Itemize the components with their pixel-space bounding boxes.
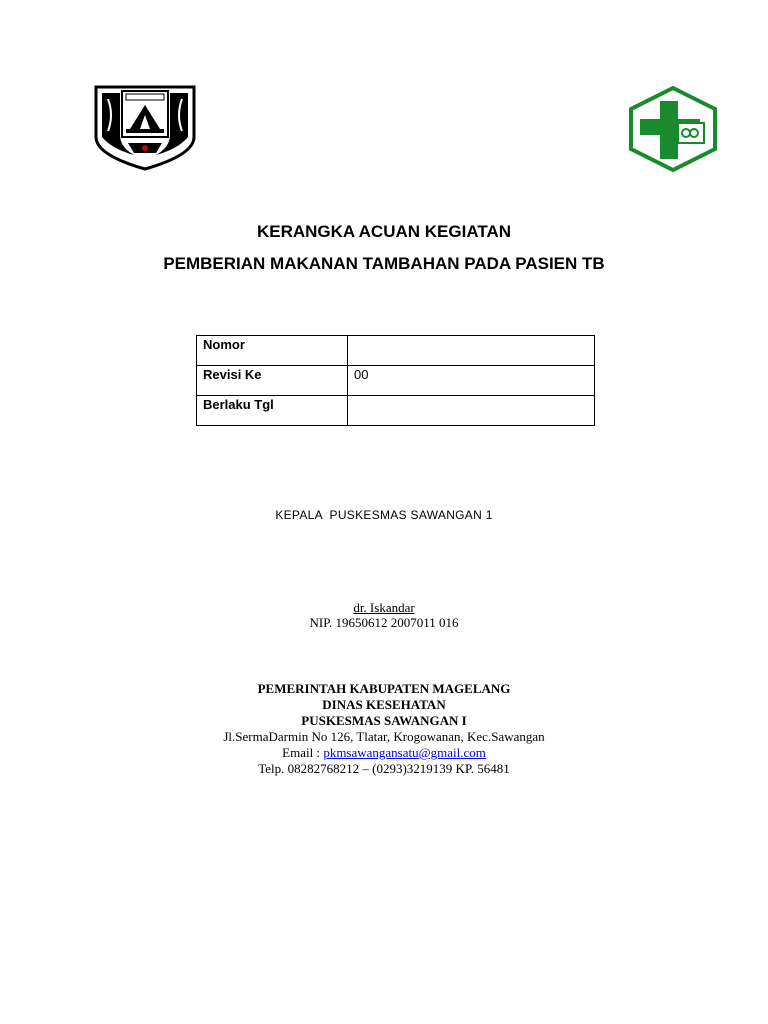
email-link[interactable]: pkmsawangansatu@gmail.com bbox=[323, 745, 486, 760]
table-row bbox=[197, 366, 595, 396]
institution-address: Jl.SermaDarmin No 126, Tlatar, Krogowanan, Kec.Sawangan bbox=[223, 729, 545, 744]
institution-government: PEMERINTAH KABUPATEN MAGELANG bbox=[257, 681, 511, 696]
signatory-name: dr. Iskandar bbox=[353, 600, 415, 615]
nomor-value bbox=[348, 336, 595, 366]
nomor-label: Nomor bbox=[197, 336, 348, 366]
institution-block bbox=[0, 681, 768, 729]
signatory-position: KEPALA PUSKESMAS SAWANGAN 1 bbox=[275, 508, 493, 522]
berlaku-value bbox=[348, 396, 595, 426]
signatory-nip: NIP. 19650612 2007011 016 bbox=[309, 615, 459, 630]
table-row bbox=[197, 336, 595, 366]
puskesmas-cross-icon bbox=[628, 85, 718, 173]
institution-email-line bbox=[0, 745, 768, 761]
revisi-label: Revisi Ke bbox=[197, 366, 348, 396]
document-control-table bbox=[196, 335, 595, 426]
document-title: KERANGKA ACUAN KEGIATAN bbox=[256, 222, 512, 241]
email-label: Email : bbox=[282, 745, 324, 760]
institution-department: DINAS KESEHATAN bbox=[322, 697, 446, 712]
revisi-value: 00 bbox=[348, 366, 595, 396]
institution-phone: Telp. 08282768212 – (0293)3219139 KP. 56481 bbox=[258, 761, 510, 776]
document-subtitle: PEMBERIAN MAKANAN TAMBAHAN PADA PASIEN TB bbox=[163, 254, 605, 273]
institution-name: PUSKESMAS SAWANGAN I bbox=[301, 713, 467, 728]
table-row bbox=[197, 396, 595, 426]
berlaku-label: Berlaku Tgl bbox=[197, 396, 348, 426]
regency-crest-icon bbox=[94, 85, 196, 171]
